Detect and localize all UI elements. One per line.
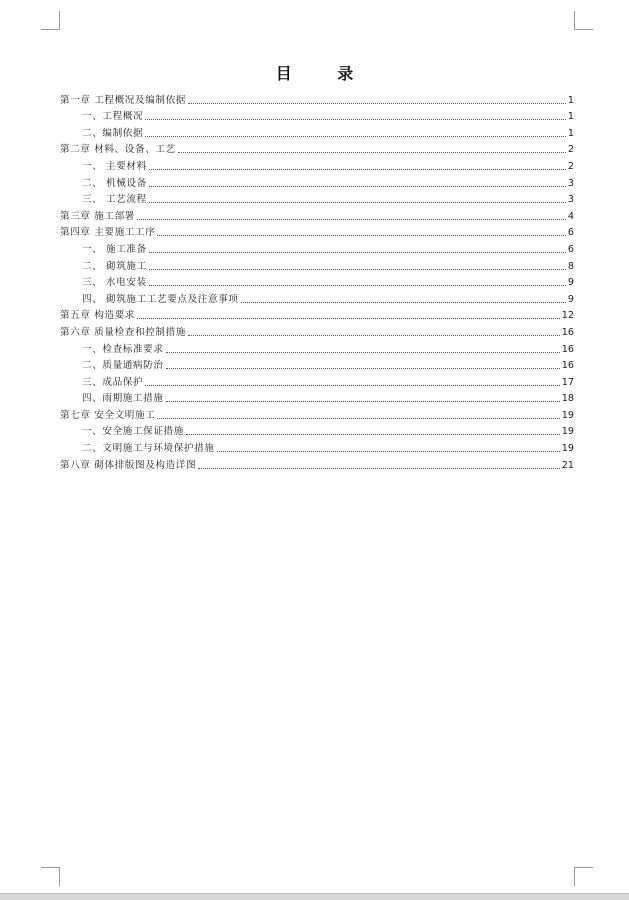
toc-entry-label: 四、雨期施工措施 (82, 393, 164, 405)
toc-entry[interactable] (60, 405, 574, 422)
crop-mark-top-left (41, 11, 60, 30)
toc-entry-page-number: 17 (561, 376, 574, 388)
toc-entry[interactable] (60, 289, 574, 306)
toc-entry[interactable] (60, 206, 574, 223)
toc-entry-page-number: 3 (567, 194, 574, 206)
toc-entry[interactable] (60, 339, 574, 356)
toc-dot-leader (188, 103, 566, 104)
toc-entry-label: 第六章 质量检查和控制措施 (60, 326, 186, 338)
toc-dot-leader (149, 169, 566, 170)
toc-entry-label: 二、编制依据 (82, 127, 144, 139)
toc-entry-label: 一、工程概况 (82, 111, 144, 123)
toc-entry[interactable] (60, 356, 574, 373)
toc-dot-leader (166, 352, 560, 353)
toc-entry-label: 第一章 工程概况及编制依据 (60, 94, 186, 106)
toc-dot-leader (241, 302, 566, 303)
toc-entry[interactable] (60, 123, 574, 140)
toc-dot-leader (137, 219, 566, 220)
toc-dot-leader (157, 418, 559, 419)
toc-dot-leader (149, 202, 566, 203)
toc-entry[interactable] (60, 422, 574, 439)
toc-entry[interactable] (60, 455, 574, 472)
toc-entry-page-number: 2 (567, 144, 574, 156)
toc-entry[interactable] (60, 239, 574, 256)
toc-entry-page-number: 1 (567, 94, 574, 106)
toc-entry-page-number: 19 (561, 443, 574, 455)
toc-entry-page-number: 8 (567, 260, 574, 272)
toc-entry[interactable] (60, 173, 574, 190)
toc-entry-page-number: 6 (567, 243, 574, 255)
toc-dot-leader (149, 269, 566, 270)
toc-entry-page-number: 9 (567, 277, 574, 289)
crop-mark-bottom-left (41, 867, 60, 886)
toc-entry-label: 第四章 主要施工工序 (60, 227, 156, 239)
toc-dot-leader (217, 451, 560, 452)
toc-entry[interactable] (60, 372, 574, 389)
toc-entry-page-number: 9 (567, 293, 574, 305)
toc-dot-leader (145, 136, 566, 137)
crop-mark-top-right (574, 11, 593, 30)
toc-entry-label: 二、文明施工与环境保护措施 (82, 443, 215, 455)
toc-dot-leader (188, 335, 560, 336)
toc-entry-label: 第八章 砌体排版图及构造详图 (60, 459, 197, 471)
toc-dot-leader (145, 385, 560, 386)
page-bottom-edge (0, 893, 629, 900)
toc-entry-page-number: 16 (561, 360, 574, 372)
toc-entry[interactable] (60, 306, 574, 323)
toc-entry-page-number: 21 (561, 459, 574, 471)
toc-dot-leader (198, 468, 560, 469)
toc-dot-leader (166, 401, 560, 402)
toc-entry-label: 三、 水电安装 (82, 277, 147, 289)
toc-dot-leader (157, 235, 565, 236)
toc-entry-label: 第五章 构造要求 (60, 310, 136, 322)
toc-dot-leader (166, 368, 560, 369)
toc-entry-label: 第二章 材料、设备、工艺 (60, 144, 176, 156)
toc-entry-label: 一、检查标准要求 (82, 343, 164, 355)
toc-entry-label: 第七章 安全文明施工 (60, 409, 156, 421)
toc-entry-page-number: 4 (567, 210, 574, 222)
toc-entry-page-number: 16 (561, 343, 574, 355)
toc-dot-leader (149, 285, 566, 286)
toc-dot-leader (149, 252, 566, 253)
toc-entry-page-number: 1 (567, 111, 574, 123)
toc-entry-label: 三、 工艺流程 (82, 194, 147, 206)
toc-entry-page-number: 18 (561, 393, 574, 405)
toc-entry-label: 二、 砌筑施工 (82, 260, 147, 272)
toc-entry-label: 一、安全施工保证措施 (82, 426, 184, 438)
table-of-contents (60, 90, 574, 472)
toc-entry-label: 四、 砌筑施工工艺要点及注意事项 (82, 293, 239, 305)
toc-entry[interactable] (60, 107, 574, 124)
toc-entry[interactable] (60, 140, 574, 157)
toc-entry-page-number: 6 (567, 227, 574, 239)
toc-entry-page-number: 3 (567, 177, 574, 189)
toc-title: 目 录 (275, 64, 374, 83)
toc-dot-leader (137, 318, 560, 319)
crop-mark-bottom-right (574, 867, 593, 886)
toc-entry-page-number: 19 (561, 409, 574, 421)
toc-entry-page-number: 1 (567, 127, 574, 139)
toc-dot-leader (149, 186, 566, 187)
toc-entry[interactable] (60, 389, 574, 406)
toc-dot-leader (186, 434, 560, 435)
toc-dot-leader (145, 119, 566, 120)
toc-entry-label: 三、成品保护 (82, 376, 144, 388)
toc-entry-label: 第三章 施工部署 (60, 210, 136, 222)
toc-entry-page-number: 2 (567, 160, 574, 172)
toc-entry[interactable] (60, 256, 574, 273)
toc-entry[interactable] (60, 438, 574, 455)
toc-entry[interactable] (60, 273, 574, 290)
toc-entry-label: 一、 施工准备 (82, 243, 147, 255)
toc-entry[interactable] (60, 90, 574, 107)
toc-entry[interactable] (60, 156, 574, 173)
toc-entry[interactable] (60, 223, 574, 240)
toc-entry[interactable] (60, 190, 574, 207)
toc-entry-label: 一、 主要材料 (82, 160, 147, 172)
toc-dot-leader (178, 152, 566, 153)
toc-entry-label: 二、 机械设备 (82, 177, 147, 189)
toc-entry-label: 二、质量通病防治 (82, 360, 164, 372)
toc-entry-page-number: 16 (561, 326, 574, 338)
toc-entry[interactable] (60, 322, 574, 339)
toc-entry-page-number: 19 (561, 426, 574, 438)
toc-entry-page-number: 12 (561, 310, 574, 322)
